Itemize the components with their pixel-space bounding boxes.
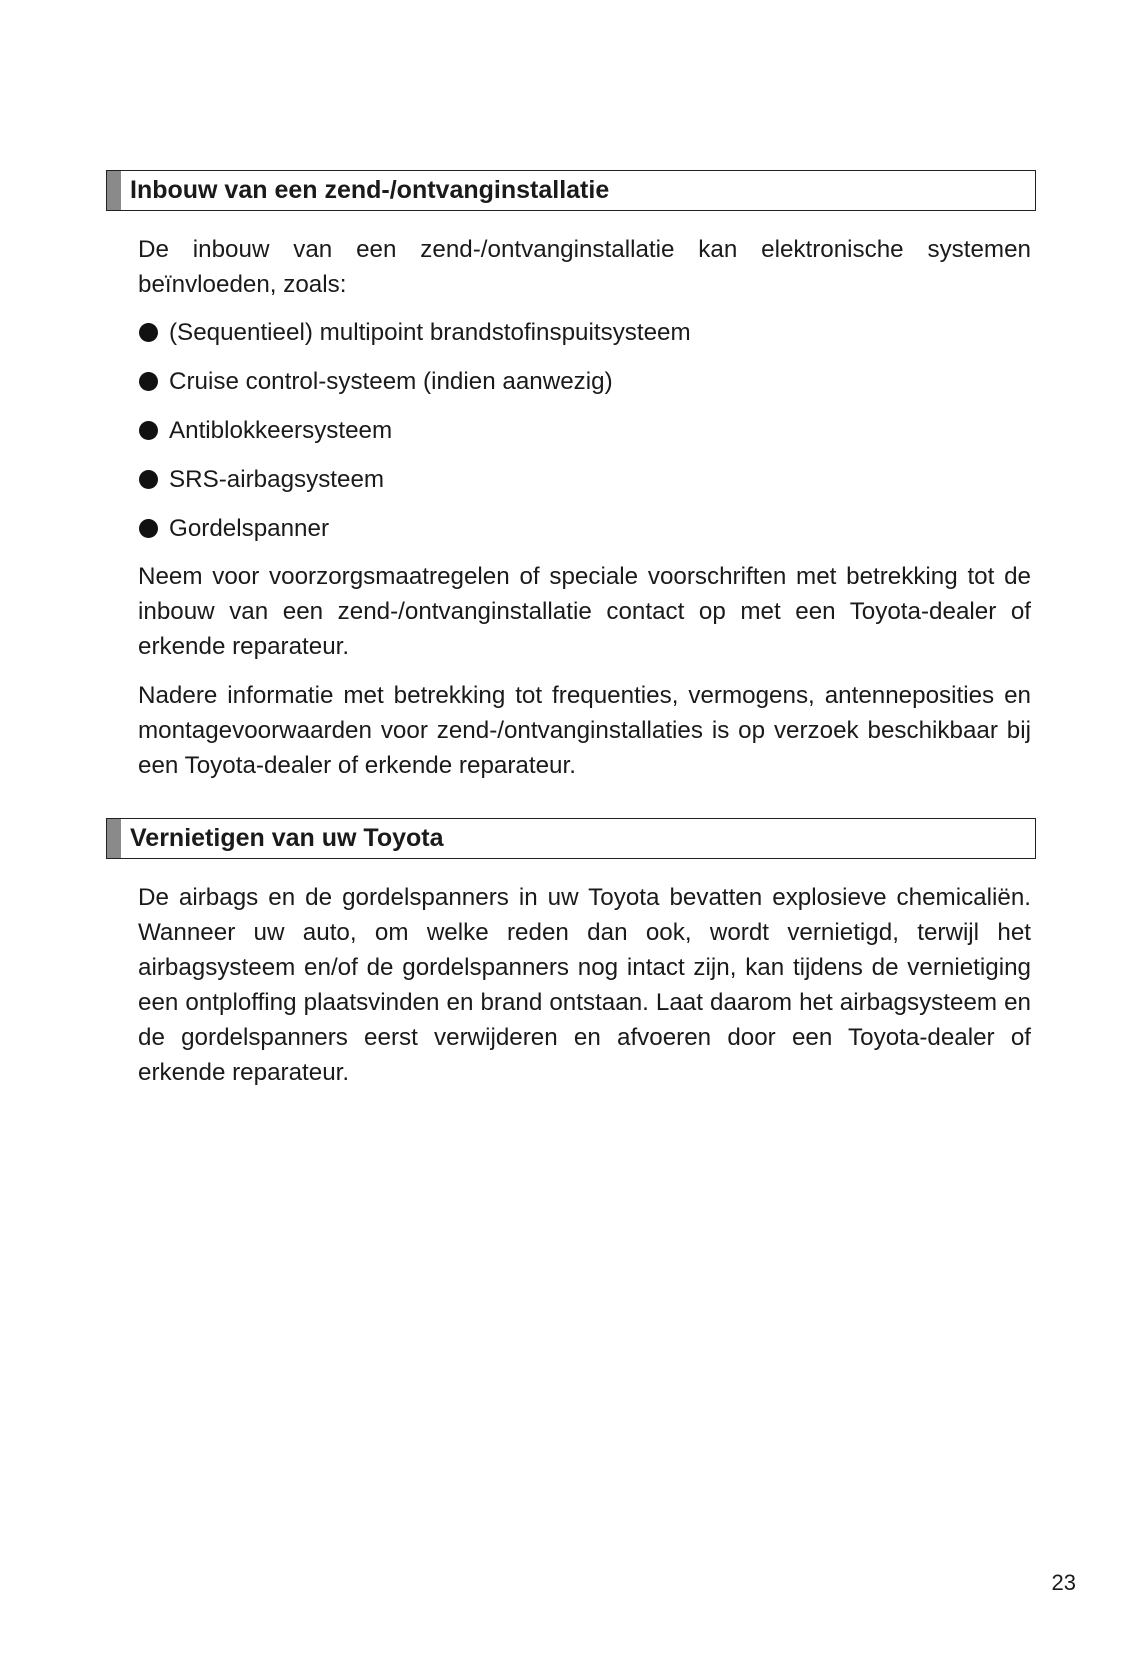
page-number: 23	[1051, 1570, 1076, 1595]
bullet-icon	[139, 372, 158, 391]
section-header-transmitter	[106, 170, 1036, 211]
section-header-disposal	[106, 818, 1036, 859]
section-marker	[107, 819, 121, 858]
info-paragraph: Nadere informatie met betrekking tot frequenties, vermogens, antenneposities en montagevoorwaarden voor zend-/ontvanginstallaties is op verzoek beschikbaar bij een Toyota-dealer of erkende reparateur.	[138, 682, 1031, 779]
list-item	[139, 413, 392, 448]
list-item-text: SRS-airbagsysteem	[169, 466, 385, 493]
list-item-text: Cruise control-systeem (indien aanwezig)	[169, 368, 613, 395]
list-item	[139, 315, 691, 350]
bullet-icon	[139, 421, 158, 440]
list-item	[139, 462, 384, 497]
section-marker	[107, 171, 121, 210]
bullet-icon	[139, 323, 158, 342]
intro-paragraph: De inbouw van een zend-/ontvanginstallatie kan elektronische systemen beïnvloeden, zoals:	[138, 236, 1031, 298]
list-item-text: Gordelspanner	[169, 515, 330, 542]
list-item-text: Antiblokkeersysteem	[169, 417, 393, 444]
list-item	[139, 364, 613, 399]
section-title-transmitter: Inbouw van een zend-/ontvanginstallatie	[130, 176, 610, 204]
bullet-icon	[139, 470, 158, 489]
list-item	[139, 511, 329, 546]
contact-paragraph: Neem voor voorzorgsmaatregelen of speciale voorschriften met betrekking tot de inbouw van een zend-/ontvanginstallatie contact op met een Toyota-dealer of erkende reparateur.	[138, 563, 1031, 660]
disposal-paragraph: De airbags en de gordelspanners in uw Toyota bevatten explosieve chemicaliën. Wanneer uw auto, om welke reden dan ook, wordt vernietigd, terwijl het airbagsysteem en/of de gordelspanners nog intact zijn, kan tijdens de vernietiging een ontploffing plaatsvinden en brand ontstaan. Laat daarom het airbagsysteem en de gordelspanners eerst verwijderen en afvoeren door een Toyota-dealer of erkende reparateur.	[138, 884, 1031, 1086]
bullet-icon	[139, 519, 158, 538]
list-item-text: (Sequentieel) multipoint brandstofinspuitsysteem	[169, 319, 691, 346]
section-title-disposal: Vernietigen van uw Toyota	[130, 824, 444, 852]
